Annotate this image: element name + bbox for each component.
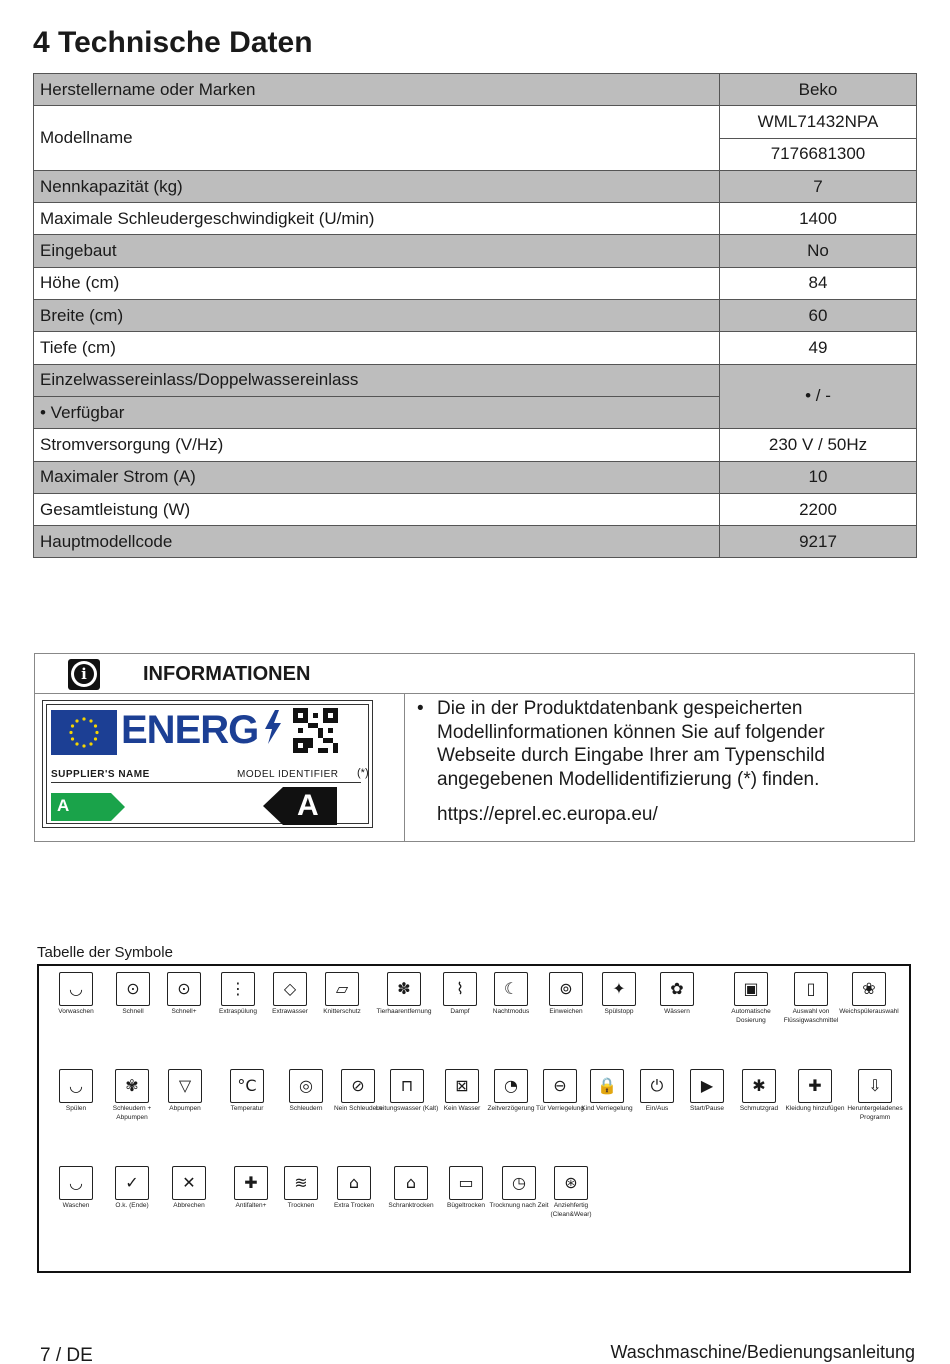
- symbols-table: [37, 964, 911, 1273]
- symbol-watering: [642, 972, 712, 1017]
- row-label: Maximale Schleudergeschwindigkeit (U/min): [34, 203, 720, 235]
- symbol-label: Nein Schleudern: [333, 1105, 383, 1112]
- info-paragraph: Die in der Produktdatenbank gespeicherten Modellinformationen können Sie auf folgender Webseite durch Eingabe Ihrer am Typenschild angegebenen Modellidentifizierung (*) finden.: [437, 698, 825, 790]
- table-row: [34, 170, 917, 202]
- rinse-icon: ◡: [59, 1069, 93, 1103]
- symbol-label: Antifalten+: [235, 1202, 267, 1209]
- symbol-label: Leitungswasser (Kalt): [375, 1105, 439, 1112]
- row-value: 84: [720, 267, 917, 299]
- symbol-label: Vorwaschen: [58, 1008, 94, 1015]
- symbols-caption: Tabelle der Symbole: [37, 944, 173, 961]
- row-value: WML71432NPA: [720, 106, 917, 138]
- row-value: No: [720, 235, 917, 267]
- soak-icon: ⊚: [549, 972, 583, 1006]
- quick-plus-icon: ⊙: [167, 972, 201, 1006]
- table-row: [34, 300, 917, 332]
- page-title: 4 Technische Daten: [33, 26, 313, 59]
- row-value: • / -: [720, 364, 917, 429]
- antiallergy-icon: ✚: [234, 1166, 268, 1200]
- row-value: 10: [720, 461, 917, 493]
- quick-icon: ⊙: [116, 972, 150, 1006]
- auto-dosing-icon: ▣: [734, 972, 768, 1006]
- symbol-label: Tür Verriegelung: [535, 1105, 585, 1112]
- row-value: 7176681300: [720, 138, 917, 170]
- table-row: [34, 461, 917, 493]
- symbol-label: Nachtmodus: [492, 1008, 530, 1015]
- info-text: [417, 697, 897, 791]
- delay-icon: ◔: [494, 1069, 528, 1103]
- iron-dry-icon: ▭: [449, 1166, 483, 1200]
- symbol-label: Spülstopp: [604, 1008, 634, 1015]
- no-water-icon: ⊠: [445, 1069, 479, 1103]
- soil-level-icon: ✱: [742, 1069, 776, 1103]
- symbol-label: Schnell: [122, 1008, 144, 1015]
- symbol-label: Extrawasser: [272, 1008, 308, 1015]
- liquid-detergent-icon: ▯: [794, 972, 828, 1006]
- rinse-stop-icon: ✦: [602, 972, 636, 1006]
- symbol-anti-crease: [307, 972, 377, 1017]
- info-url[interactable]: https://eprel.ec.europa.eu/: [437, 804, 658, 825]
- symbol-label: Wässern: [664, 1008, 690, 1015]
- table-row: [34, 364, 917, 396]
- watering-icon: ✿: [660, 972, 694, 1006]
- row-label: Stromversorgung (V/Hz): [34, 429, 720, 461]
- dry-icon: ≋: [284, 1166, 318, 1200]
- row-label: Tiefe (cm): [34, 332, 720, 364]
- ok-icon: ✓: [115, 1166, 149, 1200]
- symbol-label: Kein Wasser: [443, 1105, 481, 1112]
- softener-icon: ❀: [852, 972, 886, 1006]
- info-header: [35, 654, 914, 694]
- table-row: [34, 332, 917, 364]
- row-label: Modellname: [34, 106, 720, 171]
- symbol-label: Start/Pause: [690, 1105, 724, 1112]
- timed-dry-icon: ◷: [502, 1166, 536, 1200]
- night-mode-icon: ☾: [494, 972, 528, 1006]
- pet-hair-icon: ✽: [387, 972, 421, 1006]
- symbol-label: Ein/Aus: [645, 1105, 669, 1112]
- row-label: Eingebaut: [34, 235, 720, 267]
- temperature-icon: °C: [230, 1069, 264, 1103]
- table-row: [34, 203, 917, 235]
- symbol-label: Trocknung nach Zeit: [489, 1202, 549, 1209]
- symbol-label: Weichspülerauswahl: [839, 1008, 899, 1015]
- spin-drain-icon: ✾: [115, 1069, 149, 1103]
- spin-icon: ◎: [289, 1069, 323, 1103]
- no-spin-icon: ⊘: [341, 1069, 375, 1103]
- extra-rinse-icon: ⋮: [221, 972, 255, 1006]
- table-row: [34, 106, 917, 138]
- row-value: 1400: [720, 203, 917, 235]
- symbol-label: Schmutzgrad: [739, 1105, 779, 1112]
- row-value: 9217: [720, 526, 917, 558]
- row-value: 2200: [720, 493, 917, 525]
- symbol-label: Abbrechen: [173, 1202, 205, 1209]
- symbol-label: Extra Trocken: [333, 1202, 375, 1209]
- anti-crease-icon: ▱: [325, 972, 359, 1006]
- table-row: [34, 493, 917, 525]
- symbol-label: Anziehfertig (Clean&Wear): [550, 1202, 592, 1218]
- symbol-label: Schleudern: [289, 1105, 323, 1112]
- wash-icon: ◡: [59, 1166, 93, 1200]
- row-sublabel: • Verfügbar: [34, 396, 720, 428]
- supplier-name: SUPPLIER'S NAME: [51, 769, 150, 780]
- row-value: 49: [720, 332, 917, 364]
- symbol-label: O.k. (Ende): [115, 1202, 149, 1209]
- symbol-label: Bügeltrocken: [447, 1202, 485, 1209]
- table-row: [34, 235, 917, 267]
- row-label: Hauptmodellcode: [34, 526, 720, 558]
- symbol-label: Kind Verriegelung: [581, 1105, 633, 1112]
- row-label: Nennkapazität (kg): [34, 170, 720, 202]
- child-lock-icon: 🔒: [590, 1069, 624, 1103]
- model-identifier: MODEL IDENTIFIER: [237, 769, 339, 780]
- symbol-label: Kleidung hinzufügen: [785, 1105, 845, 1112]
- info-title: INFORMATIONEN: [143, 663, 311, 685]
- symbol-label: Tierhaarentfernung: [376, 1008, 432, 1015]
- cancel-icon: ✕: [172, 1166, 206, 1200]
- symbol-label: Abpumpen: [169, 1105, 201, 1112]
- symbol-drain: [150, 1069, 220, 1114]
- extra-dry-icon: ⌂: [337, 1166, 371, 1200]
- symbol-label: Heruntergeladenes Programm: [847, 1105, 903, 1121]
- symbol-label: Schranktrocken: [388, 1202, 434, 1209]
- info-icon: i: [68, 659, 100, 690]
- document-title: Waschmaschine/Bedienungsanleitung: [610, 1342, 915, 1362]
- table-row: [34, 429, 917, 461]
- row-label: Maximaler Strom (A): [34, 461, 720, 493]
- table-row: [34, 526, 917, 558]
- steam-icon: ⌇: [443, 972, 477, 1006]
- symbol-clean-wear: [536, 1166, 606, 1219]
- spec-table: [33, 73, 917, 558]
- info-bullet: •: [417, 698, 424, 719]
- row-label: Breite (cm): [34, 300, 720, 332]
- symbol-cancel: [154, 1166, 224, 1211]
- cupboard-dry-icon: ⌂: [394, 1166, 428, 1200]
- add-laundry-icon: ✚: [798, 1069, 832, 1103]
- symbol-label: Auswahl von Flüssigwaschmittel: [783, 1008, 839, 1024]
- row-value: 230 V / 50Hz: [720, 429, 917, 461]
- row-value: Beko: [720, 74, 917, 106]
- symbol-label: Waschen: [62, 1202, 90, 1209]
- symbol-label: Extraspülung: [219, 1008, 257, 1015]
- row-label: Einzelwassereinlass/Doppelwassereinlass: [34, 364, 720, 396]
- row-label: Gesamtleistung (W): [34, 493, 720, 525]
- start-pause-icon: ▶: [690, 1069, 724, 1103]
- symbol-label: Schleudern + Abpumpen: [112, 1105, 152, 1121]
- extra-water-icon: ◇: [273, 972, 307, 1006]
- symbol-label: Zeitverzögerung: [487, 1105, 535, 1112]
- energy-label: [42, 700, 373, 828]
- symbol-label: Trocknen: [287, 1202, 315, 1209]
- lightning-icon: [263, 710, 283, 744]
- symbol-softener: [834, 972, 904, 1017]
- row-label: Höhe (cm): [34, 267, 720, 299]
- row-value: 7: [720, 170, 917, 202]
- info-box: [34, 653, 915, 842]
- class-left: A: [57, 796, 70, 815]
- download-program-icon: ⇩: [858, 1069, 892, 1103]
- symbol-label: Temperatur: [230, 1105, 264, 1112]
- prewash-icon: ◡: [59, 972, 93, 1006]
- door-lock-icon: ⊖: [543, 1069, 577, 1103]
- eu-flag-icon: [51, 710, 117, 755]
- table-row: [34, 74, 917, 106]
- tap-water-icon: ⊓: [390, 1069, 424, 1103]
- power-icon: ⏻: [640, 1069, 674, 1103]
- qr-code-icon: [293, 708, 338, 753]
- energy-word: ENERG: [121, 708, 259, 752]
- class-right: A: [297, 789, 319, 822]
- symbol-label: Einweichen: [549, 1008, 583, 1015]
- symbol-label: Knitterschutz: [323, 1008, 361, 1015]
- page-number: 7 / DE: [40, 1345, 93, 1364]
- model-star: (*): [357, 767, 369, 779]
- drain-icon: ▽: [168, 1069, 202, 1103]
- symbol-label: Schnell+: [171, 1008, 197, 1015]
- clean-wear-icon: ⊛: [554, 1166, 588, 1200]
- symbol-download-program: [840, 1069, 910, 1122]
- row-value: 60: [720, 300, 917, 332]
- symbol-label: Automatische Dosierung: [731, 1008, 771, 1024]
- row-label: Herstellername oder Marken: [34, 74, 720, 106]
- symbol-label: Dampf: [450, 1008, 470, 1015]
- table-row: [34, 267, 917, 299]
- symbol-label: Spülen: [65, 1105, 87, 1112]
